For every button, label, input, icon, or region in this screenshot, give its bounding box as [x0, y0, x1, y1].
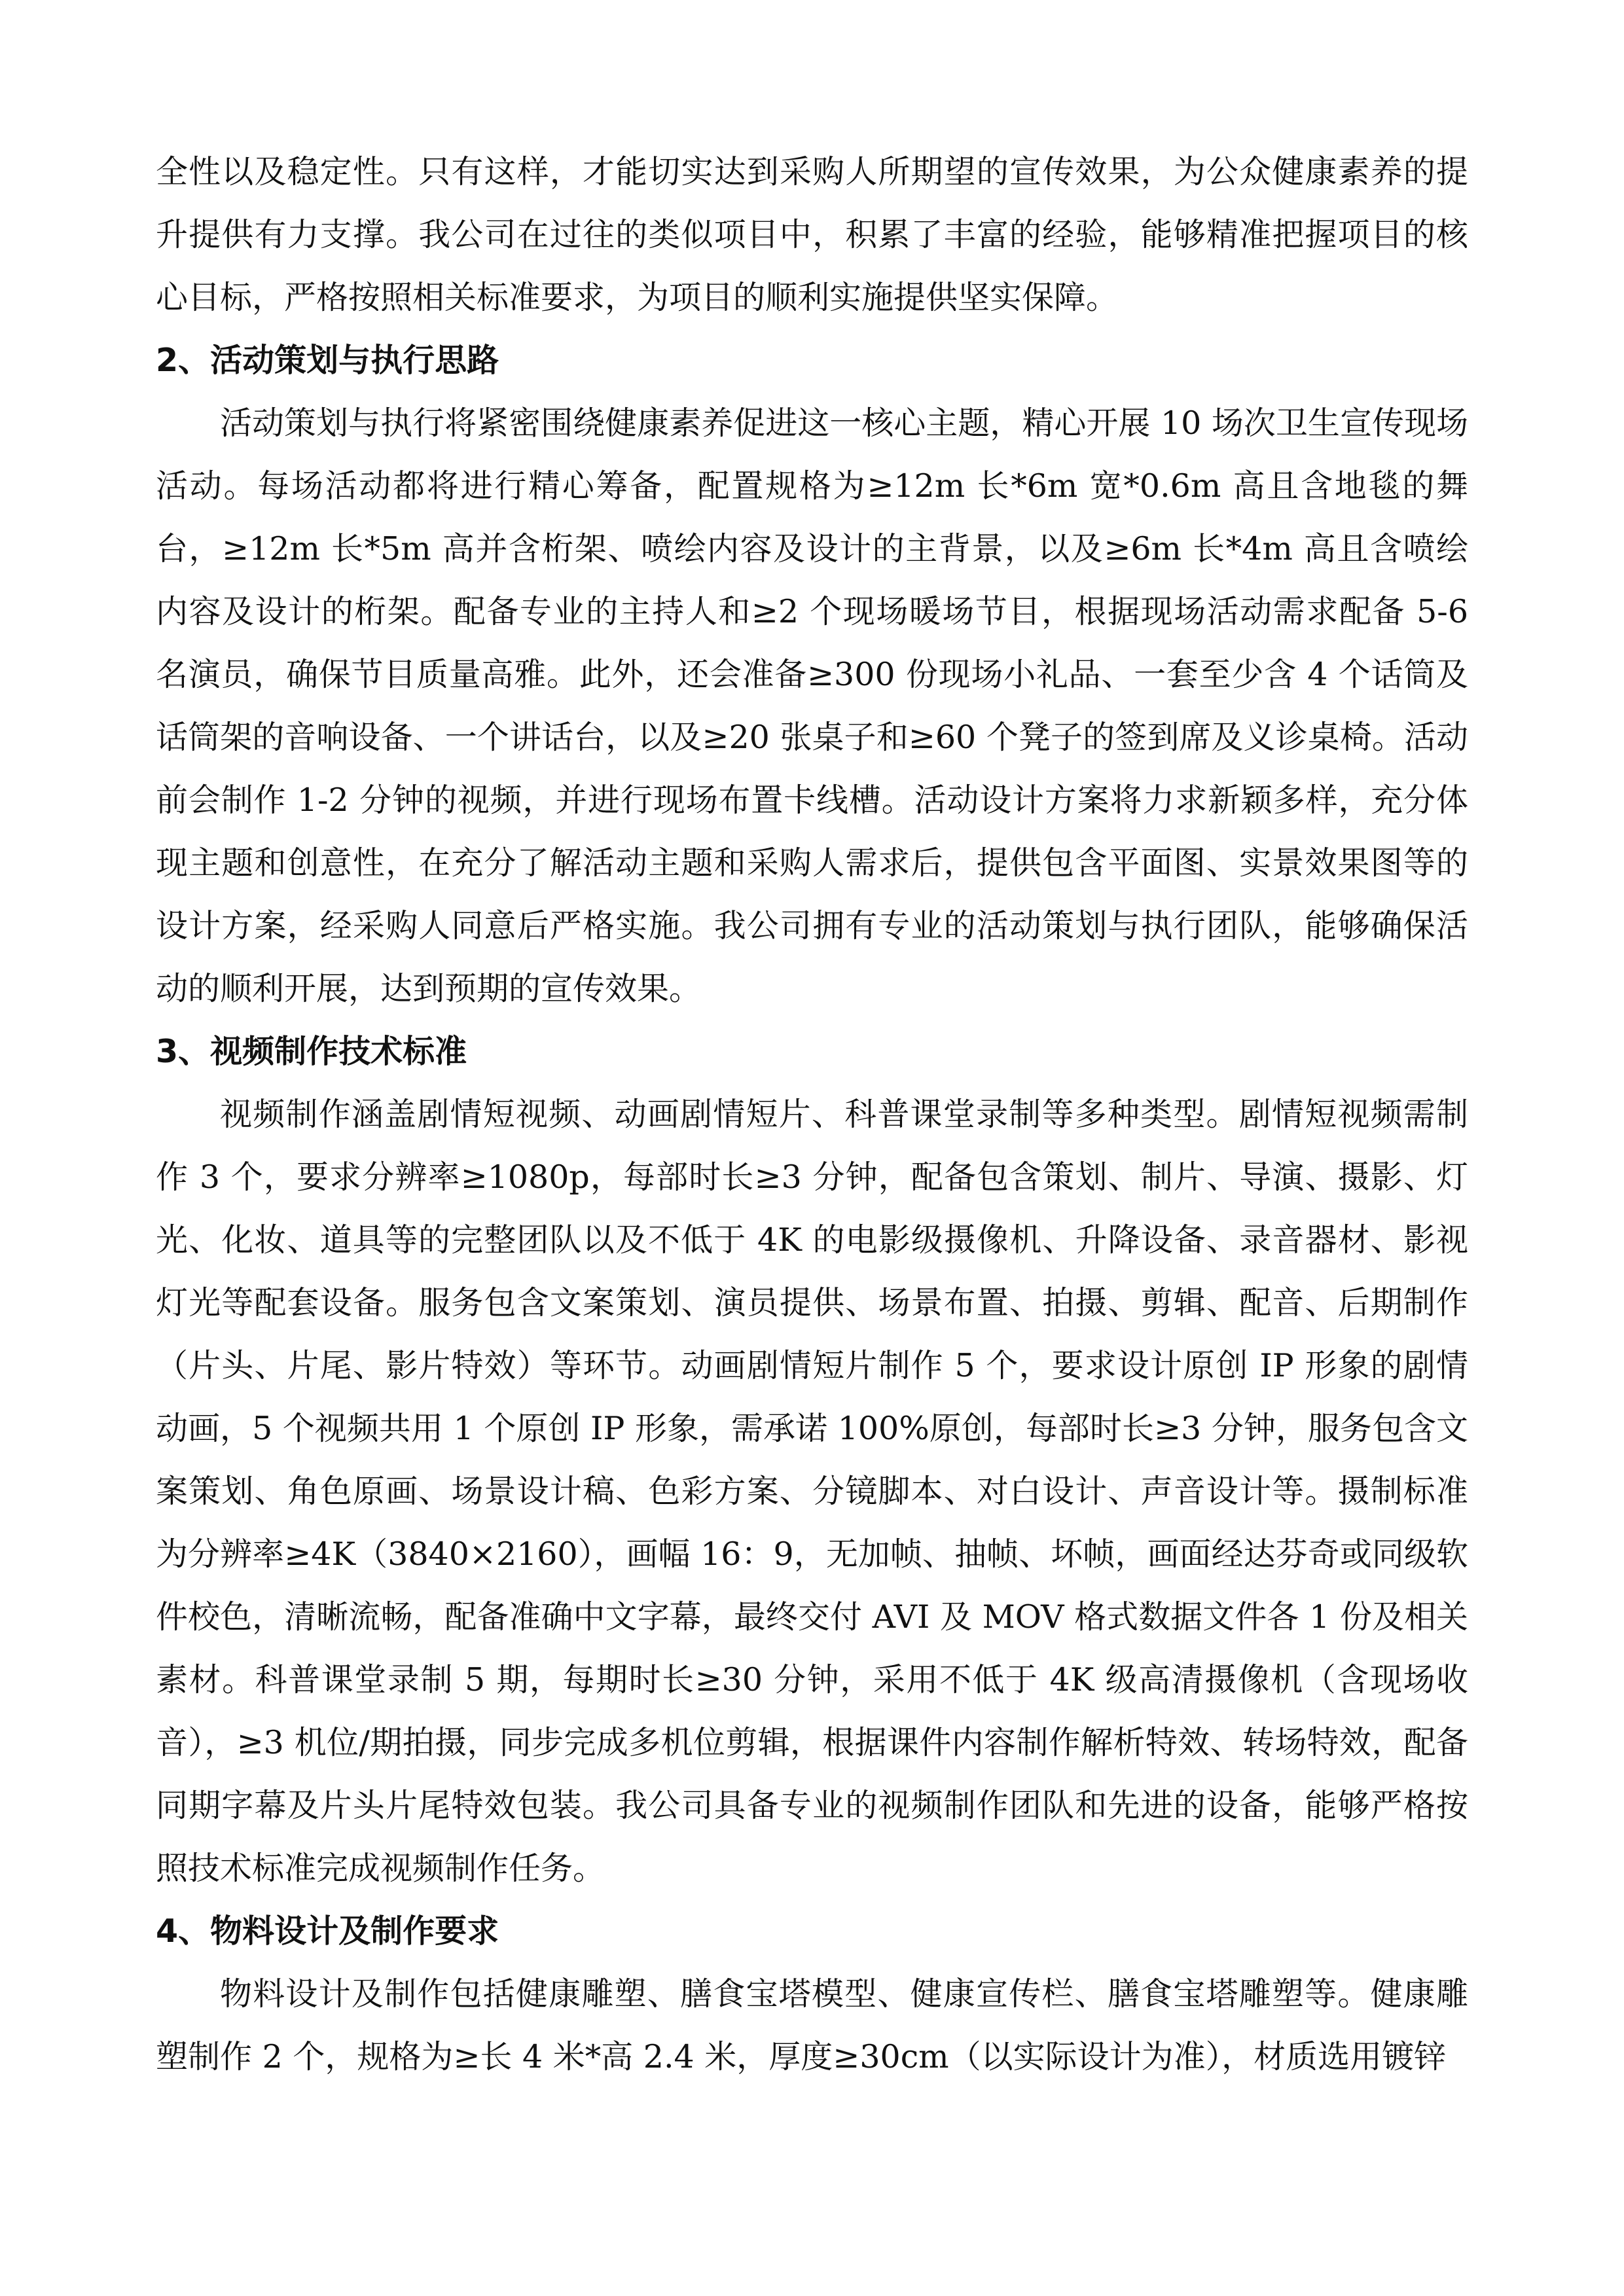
section-body-material-design: 物料设计及制作包括健康雕塑、膳食宝塔模型、健康宣传栏、膳食宝塔雕塑等。健康雕塑制作 2 个，规格为≥长 4 米*高 2.4 米，厚度≥30cm（以实际设计为准），材质选用镀锌: [156, 1975, 1468, 2075]
section-body-video-standards: 视频制作涵盖剧情短视频、动画剧情短片、科普课堂录制等多种类型。剧情短视频需制作 3 个，要求分辨率≥1080p，每部时长≥3 分钟，配备包含策划、制片、导演、摄影、灯光、化妆、道具等的完整团队以及不低于 4K 的电影级摄像机、升降设备、录音器材、影视灯光等配套设备。服务包含文案策划、演员提供、场景布置、拍摄、剪辑、配音、后期制作（片头、片尾、影片特效）等环节。动画剧情短片制作 5 个，要求设计原创 IP 形象的剧情动画，5 个视频共用 1 个原创 IP 形象，需承诺 100%原创，每部时长≥3 分钟，服务包含文案策划、角色原画、场景设计稿、色彩方案、分镜脚本、对白设计、声音设计等。摄制标准为分辨率≥4K（3840×2160），画幅 16：9，无加帧、抽帧、坏帧，画面经达芬奇或同级软件校色，清晰流畅，配备准确中文字幕，最终交付 AVI 及 MOV 格式数据文件各 1 份及相关素材。科普课堂录制 5 期，每期时长≥30 分钟，采用不低于 4K 级高清摄像机（含现场收音），≥3 机位/期拍摄，同步完成多机位剪辑，根据课件内容制作解析特效、转场特效，配备同期字幕及片头片尾特效包装。我公司具备专业的视频制作团队和先进的设备，能够严格按照技术标准完成视频制作任务。: [156, 1096, 1468, 1887]
document-body: [156, 141, 1468, 2089]
section-body-activity-planning: 活动策划与执行将紧密围绕健康素养促进这一核心主题，精心开展 10 场次卫生宣传现场活动。每场活动都将进行精心筹备，配置规格为≥12m 长*6m 宽*0.6m 高且含地毯的舞台，≥12m 长*5m 高并含桁架、喷绘内容及设计的主背景，以及≥6m 长*4m 高且含喷绘内容及设计的桁架。配备专业的主持人和≥2 个现场暖场节目，根据现场活动需求配备 5-6 名演员，确保节目质量高雅。此外，还会准备≥300 份现场小礼品、一套至少含 4 个话筒及话筒架的音响设备、一个讲话台，以及≥20 张桌子和≥60 个凳子的签到席及义诊桌椅。活动前会制作 1-2 分钟的视频，并进行现场布置卡线槽。活动设计方案将力求新颖多样，充分体现主题和创意性，在充分了解活动主题和采购人需求后，提供包含平面图、实景效果图等的设计方案，经采购人同意后严格实施。我公司拥有专业的活动策划与执行团队，能够确保活动的顺利开展，达到预期的宣传效果。: [156, 404, 1468, 1007]
intro-paragraph: 全性以及稳定性。只有这样，才能切实达到采购人所期望的宣传效果，为公众健康素养的提升提供有力支撑。我公司在过往的类似项目中，积累了丰富的经验，能够精准把握项目的核心目标，严格按照相关标准要求，为项目的顺利实施提供坚实保障。: [156, 153, 1468, 316]
section-heading-video-standards: 3、视频制作技术标准: [156, 1033, 467, 1070]
section-heading-activity-planning: 2、活动策划与执行思路: [156, 342, 499, 379]
section-heading-material-design: 4、物料设计及制作要求: [156, 1912, 499, 1950]
